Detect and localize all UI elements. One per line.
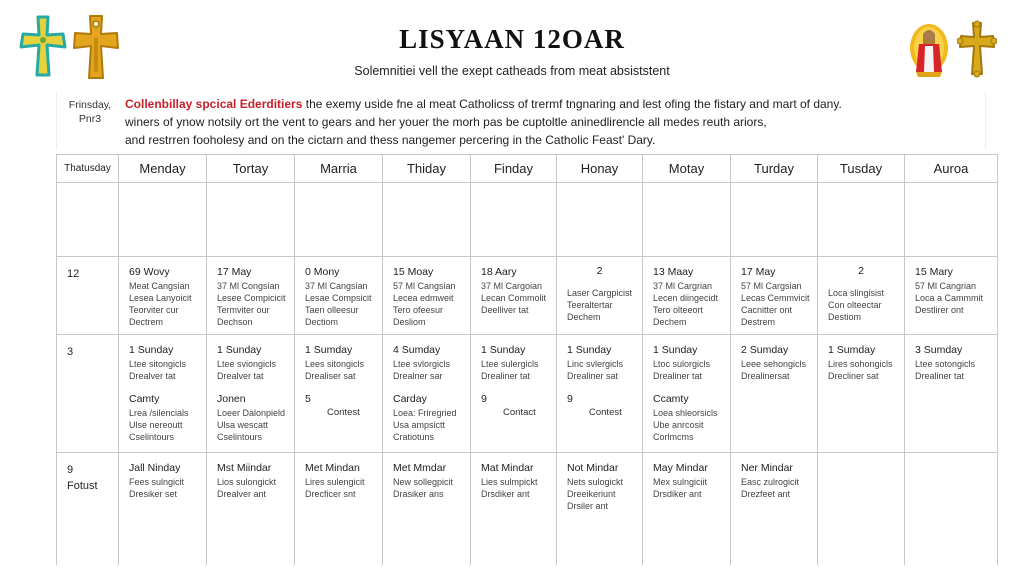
day-cell[interactable] (818, 183, 905, 257)
day-cell-content (557, 335, 642, 419)
day-cell-content (818, 257, 904, 323)
day-cell[interactable] (471, 335, 557, 453)
day-cell[interactable] (471, 257, 557, 335)
event-detail: 37 Ml Cargoian (481, 281, 543, 291)
event-detail: Loea: Friregried (393, 408, 457, 418)
day-cell[interactable] (207, 257, 295, 335)
contact-label: Contact (503, 407, 536, 418)
day-cell[interactable] (905, 183, 998, 257)
event-detail: Lesea Lanyoicit (129, 293, 192, 303)
spacer (653, 382, 730, 392)
day-cell-content (471, 183, 556, 191)
event-detail: Drealiner sat (567, 371, 619, 381)
day-cell[interactable] (119, 183, 207, 257)
intro-lead: Collenbillay spcical Ederditiers (125, 97, 303, 111)
event-date: 1 Sunday (653, 344, 698, 356)
spacer (129, 382, 206, 392)
calendar-week-row (57, 183, 998, 257)
day-cell-content (383, 257, 470, 328)
event-date: 18 Aary (481, 266, 517, 278)
event-detail: 57 Ml Cangrian (915, 281, 977, 291)
event-detail: Dectrem (129, 317, 164, 327)
day-cell-content (818, 183, 904, 191)
event-detail: Drealinersat (741, 371, 790, 381)
event-detail: Deelliver tat (481, 305, 529, 315)
week-label-cell (57, 257, 119, 335)
day-cell-content (471, 335, 556, 419)
event-detail: Ltee sotongicls (915, 359, 976, 369)
event-detail: Meat Cangsian (129, 281, 190, 291)
day-cell[interactable] (557, 183, 643, 257)
day-cell[interactable] (905, 453, 998, 565)
page-subtitle: Solemnitiei vell the exept catheads from meat absiststent (354, 64, 670, 78)
saint-figure-icon (908, 22, 950, 78)
day-cell-content (471, 257, 556, 316)
event-date: 15 Mary (915, 266, 953, 278)
event-detail: Easc zulrogicit (741, 477, 800, 487)
spacer (567, 382, 642, 392)
event-date: 1 Sunday (129, 344, 174, 356)
event-detail: Drsiler ant (567, 501, 609, 511)
event-detail: 37 Ml Cangsian (305, 281, 368, 291)
calendar-table (56, 154, 998, 565)
column-header-8: Turday (731, 155, 818, 183)
day-cell[interactable] (643, 257, 731, 335)
calendar-week-row (57, 335, 998, 453)
day-cell-content (295, 183, 382, 191)
event-date: Not Mindar (567, 462, 619, 474)
day-cell[interactable] (207, 183, 295, 257)
week-label (57, 257, 118, 282)
calendar-header-row (57, 155, 998, 183)
column-header-5: Finday (471, 155, 557, 183)
spacer (305, 382, 382, 392)
day-cell-content (905, 335, 997, 382)
week-number: 3 (67, 346, 74, 358)
day-cell-content (471, 453, 556, 500)
event-detail: Drealner sar (393, 371, 443, 381)
event-detail: Dreeikeriunt (567, 489, 616, 499)
day-cell-content (731, 453, 817, 500)
day-cell[interactable] (731, 335, 818, 453)
intro-line-3: and restrren fooholesy and on the cictarn and thess nangemer percering in the Catholic Feast' Dary. (125, 133, 656, 147)
event-detail: Cselintours (129, 432, 175, 442)
day-cell[interactable] (731, 257, 818, 335)
event-detail: Ulsa wescatt (217, 420, 269, 430)
event-detail: Ltee sviongicls (217, 359, 277, 369)
event-day-number: 2 (596, 265, 603, 277)
event-detail: Leee sehongicls (741, 359, 807, 369)
day-cell[interactable] (383, 183, 471, 257)
day-cell-content (383, 453, 470, 500)
event-detail: Ulse nereoutt (129, 420, 183, 430)
intro-section (56, 92, 986, 150)
event-detail: Destlirer ont (915, 305, 964, 315)
event-date: 1 Sumday (305, 344, 353, 356)
day-cell-content (731, 257, 817, 328)
week-number: 9 (67, 464, 74, 476)
spacer (217, 382, 294, 392)
gold-cross-icon (957, 20, 997, 78)
event-detail: 57 Ml Cargsian (741, 281, 802, 291)
event-detail: Drealiner tat (653, 371, 703, 381)
event-detail: Usa ampsictt (393, 420, 446, 430)
event-date: Jall Ninday (129, 462, 181, 474)
event-date: 15 Moay (393, 266, 434, 278)
contact-label: Contest (327, 407, 360, 418)
day-cell-content (383, 183, 470, 191)
event-detail: Laser Cargpicist (567, 288, 633, 298)
event-detail: Drealver ant (217, 489, 267, 499)
day-cell[interactable] (471, 183, 557, 257)
day-cell-content (818, 453, 904, 461)
day-cell-content (207, 335, 294, 443)
event-detail: Fees sulngicit (129, 477, 185, 487)
event-detail: Drealiner tat (481, 371, 531, 381)
day-cell-content (295, 335, 382, 419)
event-detail: Lesee Compicicit (217, 293, 286, 303)
day-cell-content (557, 183, 642, 191)
day-cell[interactable] (643, 335, 731, 453)
contact-label: Contest (589, 407, 622, 418)
day-cell[interactable] (643, 183, 731, 257)
event-detail: Corlmcms (653, 432, 694, 442)
day-cell-content (905, 257, 997, 316)
event-title: Jonen (217, 393, 246, 405)
day-cell-content (295, 257, 382, 328)
event-detail: Lires sulengicit (305, 477, 365, 487)
event-date: 3 Sumday (915, 344, 963, 356)
event-detail: Lecas Cemmvicit (741, 293, 810, 303)
event-detail: Tero olteeort (653, 305, 704, 315)
event-title: 9 (481, 393, 487, 405)
week-label (57, 335, 118, 360)
event-detail: Ltee sulergicls (481, 359, 539, 369)
day-cell[interactable] (905, 257, 998, 335)
event-date: 4 Sumday (393, 344, 441, 356)
event-detail: Lires sohongicls (828, 359, 893, 369)
day-cell[interactable] (557, 335, 643, 453)
column-header-0: Thatusday (57, 155, 119, 183)
event-detail: Lies sulmpickt (481, 477, 538, 487)
event-detail: Loca a Cammmit (915, 293, 984, 303)
week-number: 12 (67, 268, 80, 280)
event-detail: New sollegpicit (393, 477, 454, 487)
event-detail: Linc svlergicls (567, 359, 624, 369)
event-detail: Mex sulngiciit (653, 477, 708, 487)
event-detail: Destiom (828, 312, 862, 322)
event-detail: Drecliner sat (828, 371, 879, 381)
event-detail: Drsdiker ant (481, 489, 530, 499)
day-cell-content (383, 335, 470, 443)
day-cell-content (643, 453, 730, 500)
week-label (57, 183, 118, 192)
intro-line-1: the exemy uside fne al meat Catholicss of trermf tngnaring and lest ofing the fistary and mart of dany. (302, 97, 842, 111)
day-cell[interactable] (295, 453, 383, 565)
calendar-week-row (57, 453, 998, 565)
day-cell[interactable] (557, 453, 643, 565)
event-title: Carday (393, 393, 427, 405)
event-detail: Ltee svlorgicls (393, 359, 451, 369)
spacer (393, 382, 470, 392)
week-label-cell (57, 453, 119, 565)
day-cell-content (643, 335, 730, 443)
event-detail: Drezfeet ant (741, 489, 791, 499)
event-date: 1 Sunday (481, 344, 526, 356)
event-detail: Ube anrcosit (653, 420, 704, 430)
day-cell-content (643, 257, 730, 328)
event-date: 69 Wovy (129, 266, 170, 278)
day-cell[interactable] (643, 453, 731, 565)
event-detail: Dectiom (305, 317, 339, 327)
event-date: 13 Maay (653, 266, 694, 278)
event-detail: Cratiotuns (393, 432, 435, 442)
day-cell-content (295, 453, 382, 500)
day-cell-content (207, 183, 294, 191)
event-detail: Destrem (741, 317, 776, 327)
event-date: May Mindar (653, 462, 708, 474)
event-detail: Dresiker set (129, 489, 178, 499)
event-date: 17 May (741, 266, 776, 278)
spacer (481, 382, 556, 392)
event-detail: Loea shleorsicls (653, 408, 718, 418)
event-day-number: 2 (858, 265, 864, 277)
day-cell[interactable] (383, 335, 471, 453)
intro-paragraph (125, 95, 985, 149)
day-cell-content (905, 453, 997, 461)
event-detail: Drealver tat (129, 371, 176, 381)
day-cell-content (557, 453, 642, 512)
column-header-7: Motay (643, 155, 731, 183)
day-cell[interactable] (295, 257, 383, 335)
event-title: Ccamty (653, 393, 689, 405)
day-cell-content (119, 183, 206, 191)
event-detail: Con olteectar (828, 300, 882, 310)
day-cell[interactable] (818, 453, 905, 565)
event-title: Camty (129, 393, 160, 405)
event-detail: Loca slingisist (828, 288, 885, 298)
event-date: Met Mindan (305, 462, 360, 474)
day-cell[interactable] (207, 335, 295, 453)
event-detail: Loeer Dalonpield (217, 408, 286, 418)
column-header-1: Menday (119, 155, 207, 183)
event-detail: 37 Ml Cargrian (653, 281, 713, 291)
day-cell-content (119, 335, 206, 443)
event-detail: Termviter our (217, 305, 270, 315)
column-header-3: Marria (295, 155, 383, 183)
event-detail: Lecan Commolit (481, 293, 547, 303)
event-detail: Dechson (217, 317, 253, 327)
day-cell[interactable] (471, 453, 557, 565)
event-detail: Drsdiker ant (653, 489, 702, 499)
day-cell[interactable] (818, 257, 905, 335)
event-detail: Cacnitter ont (741, 305, 793, 315)
event-detail: Lecen diingecidt (653, 293, 719, 303)
day-cell[interactable] (119, 335, 207, 453)
event-detail: 57 Ml Cangsian (393, 281, 456, 291)
event-detail: Lesae Compsicit (305, 293, 372, 303)
day-cell-content (119, 453, 206, 500)
event-detail: Lees sitongicls (305, 359, 365, 369)
week-label-cell (57, 183, 119, 257)
event-detail: Teorviter cur (129, 305, 179, 315)
day-cell-content (731, 183, 817, 191)
event-detail: Cselintours (217, 432, 263, 442)
event-detail: Teeraltertar (567, 300, 613, 310)
calendar-week-row (57, 257, 998, 335)
page-title: LISYAAN 12OAR (399, 24, 625, 54)
event-title: 5 (305, 393, 311, 405)
event-date: Met Mmdar (393, 462, 447, 474)
intro-date-day: Frinsday, (68, 99, 112, 111)
day-cell-content (207, 257, 294, 328)
day-cell[interactable] (295, 183, 383, 257)
day-cell[interactable] (731, 183, 818, 257)
event-date: 17 May (217, 266, 252, 278)
column-header-4: Thiday (383, 155, 471, 183)
intro-line-2: winers of ynow notsily ort the vent to gears and her youer the morh pas be cuptoltle aninedlirencle all medes reuth ariors, (125, 115, 767, 129)
week-sublabel: Fotust (67, 480, 98, 492)
day-cell[interactable] (119, 257, 207, 335)
event-detail: Lecea edmweit (393, 293, 454, 303)
day-cell[interactable] (119, 453, 207, 565)
column-header-2: Tortay (207, 155, 295, 183)
event-detail: 37 Ml Congsian (217, 281, 280, 291)
event-date: Ner Mindar (741, 462, 793, 474)
intro-date (65, 98, 115, 126)
event-detail: Drealiser sat (305, 371, 356, 381)
day-cell[interactable] (295, 335, 383, 453)
event-date: Mst Miindar (217, 462, 272, 474)
event-detail: Dechem (653, 317, 687, 327)
event-detail: Drecficer snt (305, 489, 356, 499)
day-cell-content (207, 453, 294, 500)
day-cell[interactable] (905, 335, 998, 453)
day-cell[interactable] (818, 335, 905, 453)
intro-date-sub: Pnr3 (78, 113, 102, 125)
event-detail: Dechem (567, 312, 601, 322)
event-date: 1 Sunday (567, 344, 612, 356)
event-date: 1 Sumday (828, 344, 876, 356)
event-detail: Lios sulongickt (217, 477, 277, 487)
day-cell[interactable] (383, 257, 471, 335)
event-date: Mat Mindar (481, 462, 534, 474)
day-cell-content (731, 335, 817, 382)
day-cell-content (557, 257, 642, 323)
day-cell-content (905, 183, 997, 191)
event-date: 1 Sunday (217, 344, 262, 356)
event-detail: Lrea /silencials (129, 408, 189, 418)
event-detail: Ltee sitongicls (129, 359, 187, 369)
event-detail: Nets sulogickt (567, 477, 624, 487)
day-cell[interactable] (207, 453, 295, 565)
day-cell[interactable] (383, 453, 471, 565)
event-detail: Drealiner tat (915, 371, 965, 381)
week-label (57, 453, 118, 494)
column-header-10: Auroa (905, 155, 998, 183)
day-cell-content (643, 183, 730, 191)
day-cell-content (818, 335, 904, 382)
week-label-cell (57, 335, 119, 453)
event-date: 2 Sumday (741, 344, 789, 356)
page-header (0, 0, 1024, 90)
day-cell-content (119, 257, 206, 328)
day-cell[interactable] (731, 453, 818, 565)
event-detail: Tero ofeesur (393, 305, 444, 315)
day-cell[interactable] (557, 257, 643, 335)
event-detail: Desliom (393, 317, 426, 327)
event-detail: Drealver tat (217, 371, 264, 381)
event-detail: Ltoc sulorgicls (653, 359, 711, 369)
event-title: 9 (567, 393, 573, 405)
column-header-9: Tusday (818, 155, 905, 183)
event-detail: Drasiker ans (393, 489, 444, 499)
event-detail: Taen olleesur (305, 305, 359, 315)
event-date: 0 Mony (305, 266, 340, 278)
column-header-6: Honay (557, 155, 643, 183)
